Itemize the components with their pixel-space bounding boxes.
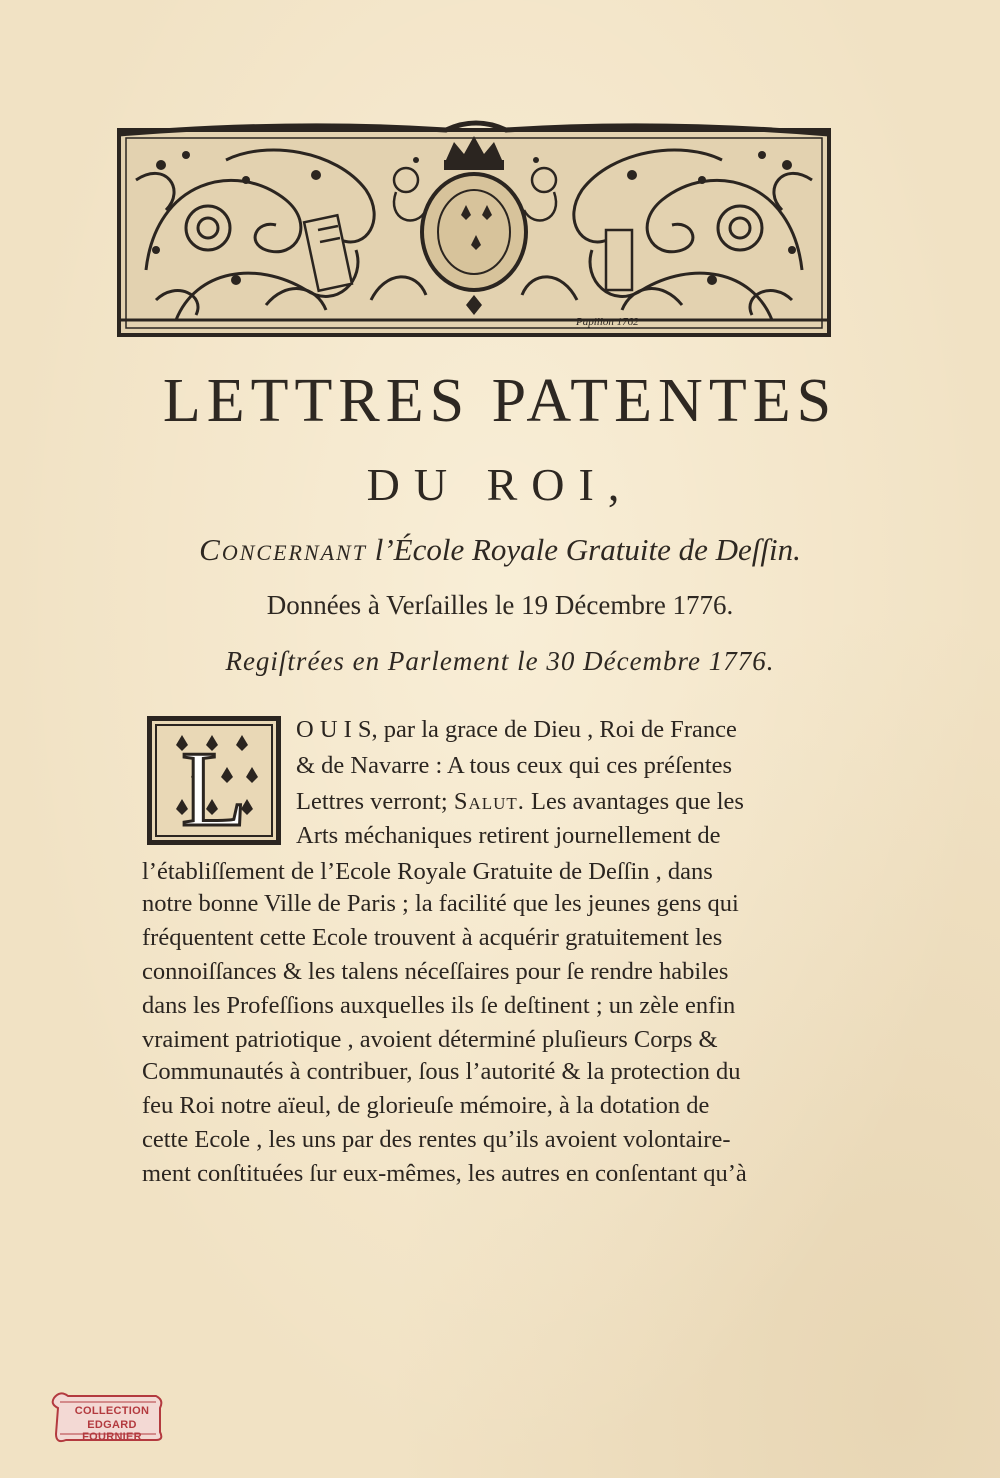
body-line <box>142 924 722 952</box>
headpiece-engraving <box>116 120 832 342</box>
body-line <box>142 890 739 918</box>
body-line <box>142 1058 740 1086</box>
body-line-text: O U I S, par la grace de Dieu , Roi de France <box>296 716 737 743</box>
ornamental-headpiece <box>116 120 832 342</box>
body-line <box>142 958 728 986</box>
body-line-text: l’établiſſement de l’Ecole Royale Gratuite de Deſſin , dans <box>142 858 713 885</box>
body-line-text: feu Roi notre aïeul, de glorieuſe mémoire, à la dotation de <box>142 1092 710 1119</box>
body-line-text: Communautés à contribuer, ſous l’autorité & la protection du <box>142 1058 741 1085</box>
body-line <box>142 858 713 886</box>
body-line-text: notre bonne Ville de Paris ; la facilité que les jeunes gens qui <box>142 890 739 917</box>
salut-word: Salut. <box>453 788 525 815</box>
body-line <box>296 788 744 816</box>
stamp-line-1: COLLECTION <box>74 1405 150 1417</box>
body-line <box>142 1026 718 1054</box>
concerning-line <box>0 532 1000 568</box>
body-line <box>142 1092 709 1120</box>
collection-stamp <box>46 1388 168 1446</box>
concerning-rest: l’École Royale Gratuite de Deſſin. <box>374 532 801 567</box>
body-line-text: vraiment patriotique , avoient déterminé pluſieurs Corps & <box>142 1026 718 1053</box>
headpiece-signature: Papillon 1762 <box>576 316 639 328</box>
body-line-text: ment conſtituées ſur eux-mêmes, les autres en conſentant qu’à <box>142 1160 747 1187</box>
body-line <box>296 822 721 850</box>
stamp-line-2: EDGARD FOURNIER <box>82 1419 142 1443</box>
body-line-text: Les avantages que les <box>524 788 744 815</box>
body-line <box>142 1160 747 1188</box>
body-line-text: Lettres verront; <box>296 788 454 815</box>
body-line-text: connoiſſances & les talens néceſſaires pour ſe rendre habiles <box>142 958 729 985</box>
drop-cap <box>146 715 282 846</box>
drop-cap-letter: L <box>181 730 247 846</box>
body-line-text: & de Navarre : A tous ceux qui ces préſentes <box>296 752 733 779</box>
body-line <box>296 752 732 780</box>
document-subtitle: DU ROI, <box>366 459 634 510</box>
body-line <box>142 1126 730 1154</box>
body-line-text: Arts méchaniques retirent journellement de <box>296 822 721 849</box>
body-line <box>296 716 737 744</box>
drop-cap-ornament <box>146 715 282 846</box>
body-line <box>142 992 735 1020</box>
concerning-lead: Concernant <box>199 532 367 567</box>
body-line-text: fréquentent cette Ecole trouvent à acquérir gratuitement les <box>142 924 723 951</box>
registered-date: Regiſtrées en Parlement le 30 Décembre 1776. <box>225 646 775 676</box>
body-line-text: dans les Profeſſions auxquelles ils ſe deſtinent ; un zèle enfin <box>142 992 736 1019</box>
body-line-text: cette Ecole , les uns par des rentes qu’ils avoient volontaire- <box>142 1126 731 1153</box>
document-title: LETTRES PATENTES <box>162 367 838 435</box>
given-date: Données à Verſailles le 19 Décembre 1776. <box>266 590 734 620</box>
